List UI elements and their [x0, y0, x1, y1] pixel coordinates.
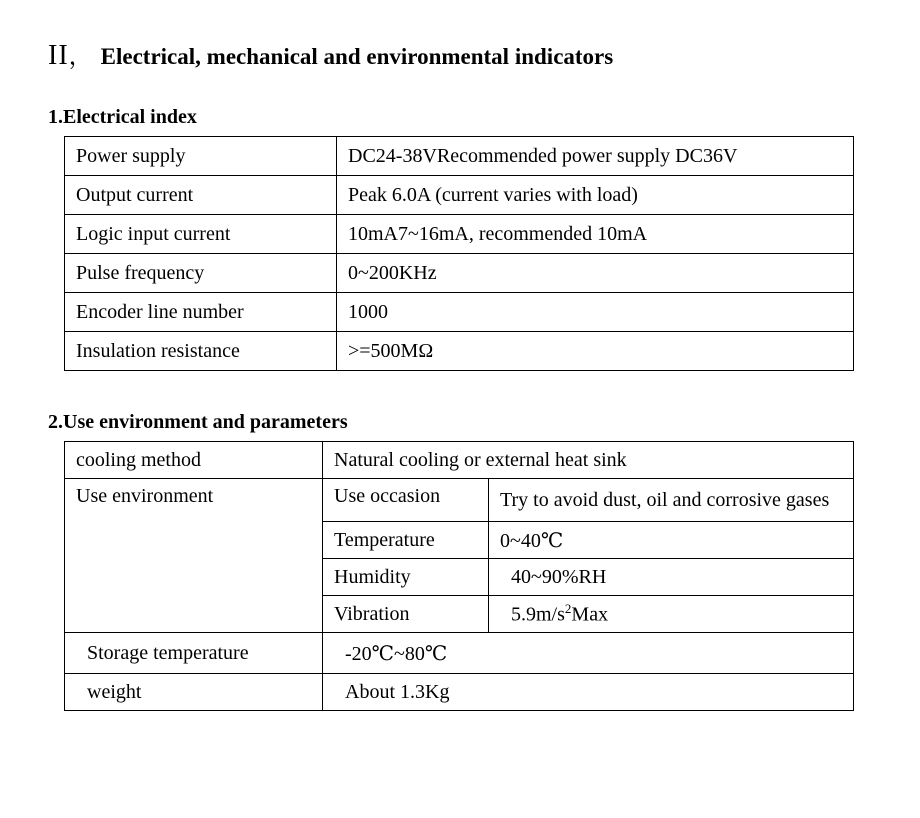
vibration-value-tail: Max	[571, 603, 609, 626]
vibration-value-base: 5.9m/s	[511, 603, 565, 626]
storage-label: Storage temperature	[65, 633, 323, 674]
storage-value: -20℃~80℃	[323, 633, 854, 674]
table-row	[65, 442, 854, 479]
vibration-value	[489, 596, 854, 633]
humidity-value: 40~90%RH	[489, 559, 854, 596]
vibration-label: Vibration	[323, 596, 489, 633]
weight-label: weight	[65, 674, 323, 711]
humidity-label: Humidity	[323, 559, 489, 596]
row-value: Peak 6.0A (current varies with load)	[337, 176, 854, 215]
row-label: Output current	[65, 176, 337, 215]
table-row	[65, 633, 854, 674]
electrical-index-title: 1.Electrical index	[48, 106, 197, 128]
heading-title: Electrical, mechanical and environmental indicators	[100, 44, 614, 69]
table-row	[65, 215, 854, 254]
table-row	[65, 254, 854, 293]
row-label: Pulse frequency	[65, 254, 337, 293]
cooling-label: cooling method	[65, 442, 323, 479]
table-row	[65, 674, 854, 711]
environment-title: 2.Use environment and parameters	[48, 411, 348, 433]
row-value: 1000	[337, 293, 854, 332]
weight-value: About 1.3Kg	[323, 674, 854, 711]
electrical-index-table	[64, 136, 854, 371]
row-label: Encoder line number	[65, 293, 337, 332]
heading-separator: ，	[68, 44, 93, 70]
vibration-value-exponent: 2	[564, 601, 572, 617]
row-value: DC24-38VRecommended power supply DC36V	[337, 137, 854, 176]
heading-number: II	[48, 40, 69, 71]
row-value: 0~200KHz	[337, 254, 854, 293]
row-label: Power supply	[65, 137, 337, 176]
row-label: Logic input current	[65, 215, 337, 254]
occasion-label: Use occasion	[323, 479, 489, 522]
table-row	[65, 293, 854, 332]
table-row	[65, 479, 854, 522]
temperature-value: 0~40℃	[489, 522, 854, 559]
environment-table	[64, 441, 854, 711]
temperature-label: Temperature	[323, 522, 489, 559]
row-value: >=500MΩ	[337, 332, 854, 371]
section-heading	[48, 36, 613, 72]
table-row	[65, 176, 854, 215]
row-value: 10mA7~16mA, recommended 10mA	[337, 215, 854, 254]
row-label: Insulation resistance	[65, 332, 337, 371]
environment-label: Use environment	[65, 479, 323, 633]
table-row	[65, 332, 854, 371]
occasion-value: Try to avoid dust, oil and corrosive gases	[489, 479, 854, 522]
table-row	[65, 137, 854, 176]
cooling-value: Natural cooling or external heat sink	[323, 442, 854, 479]
